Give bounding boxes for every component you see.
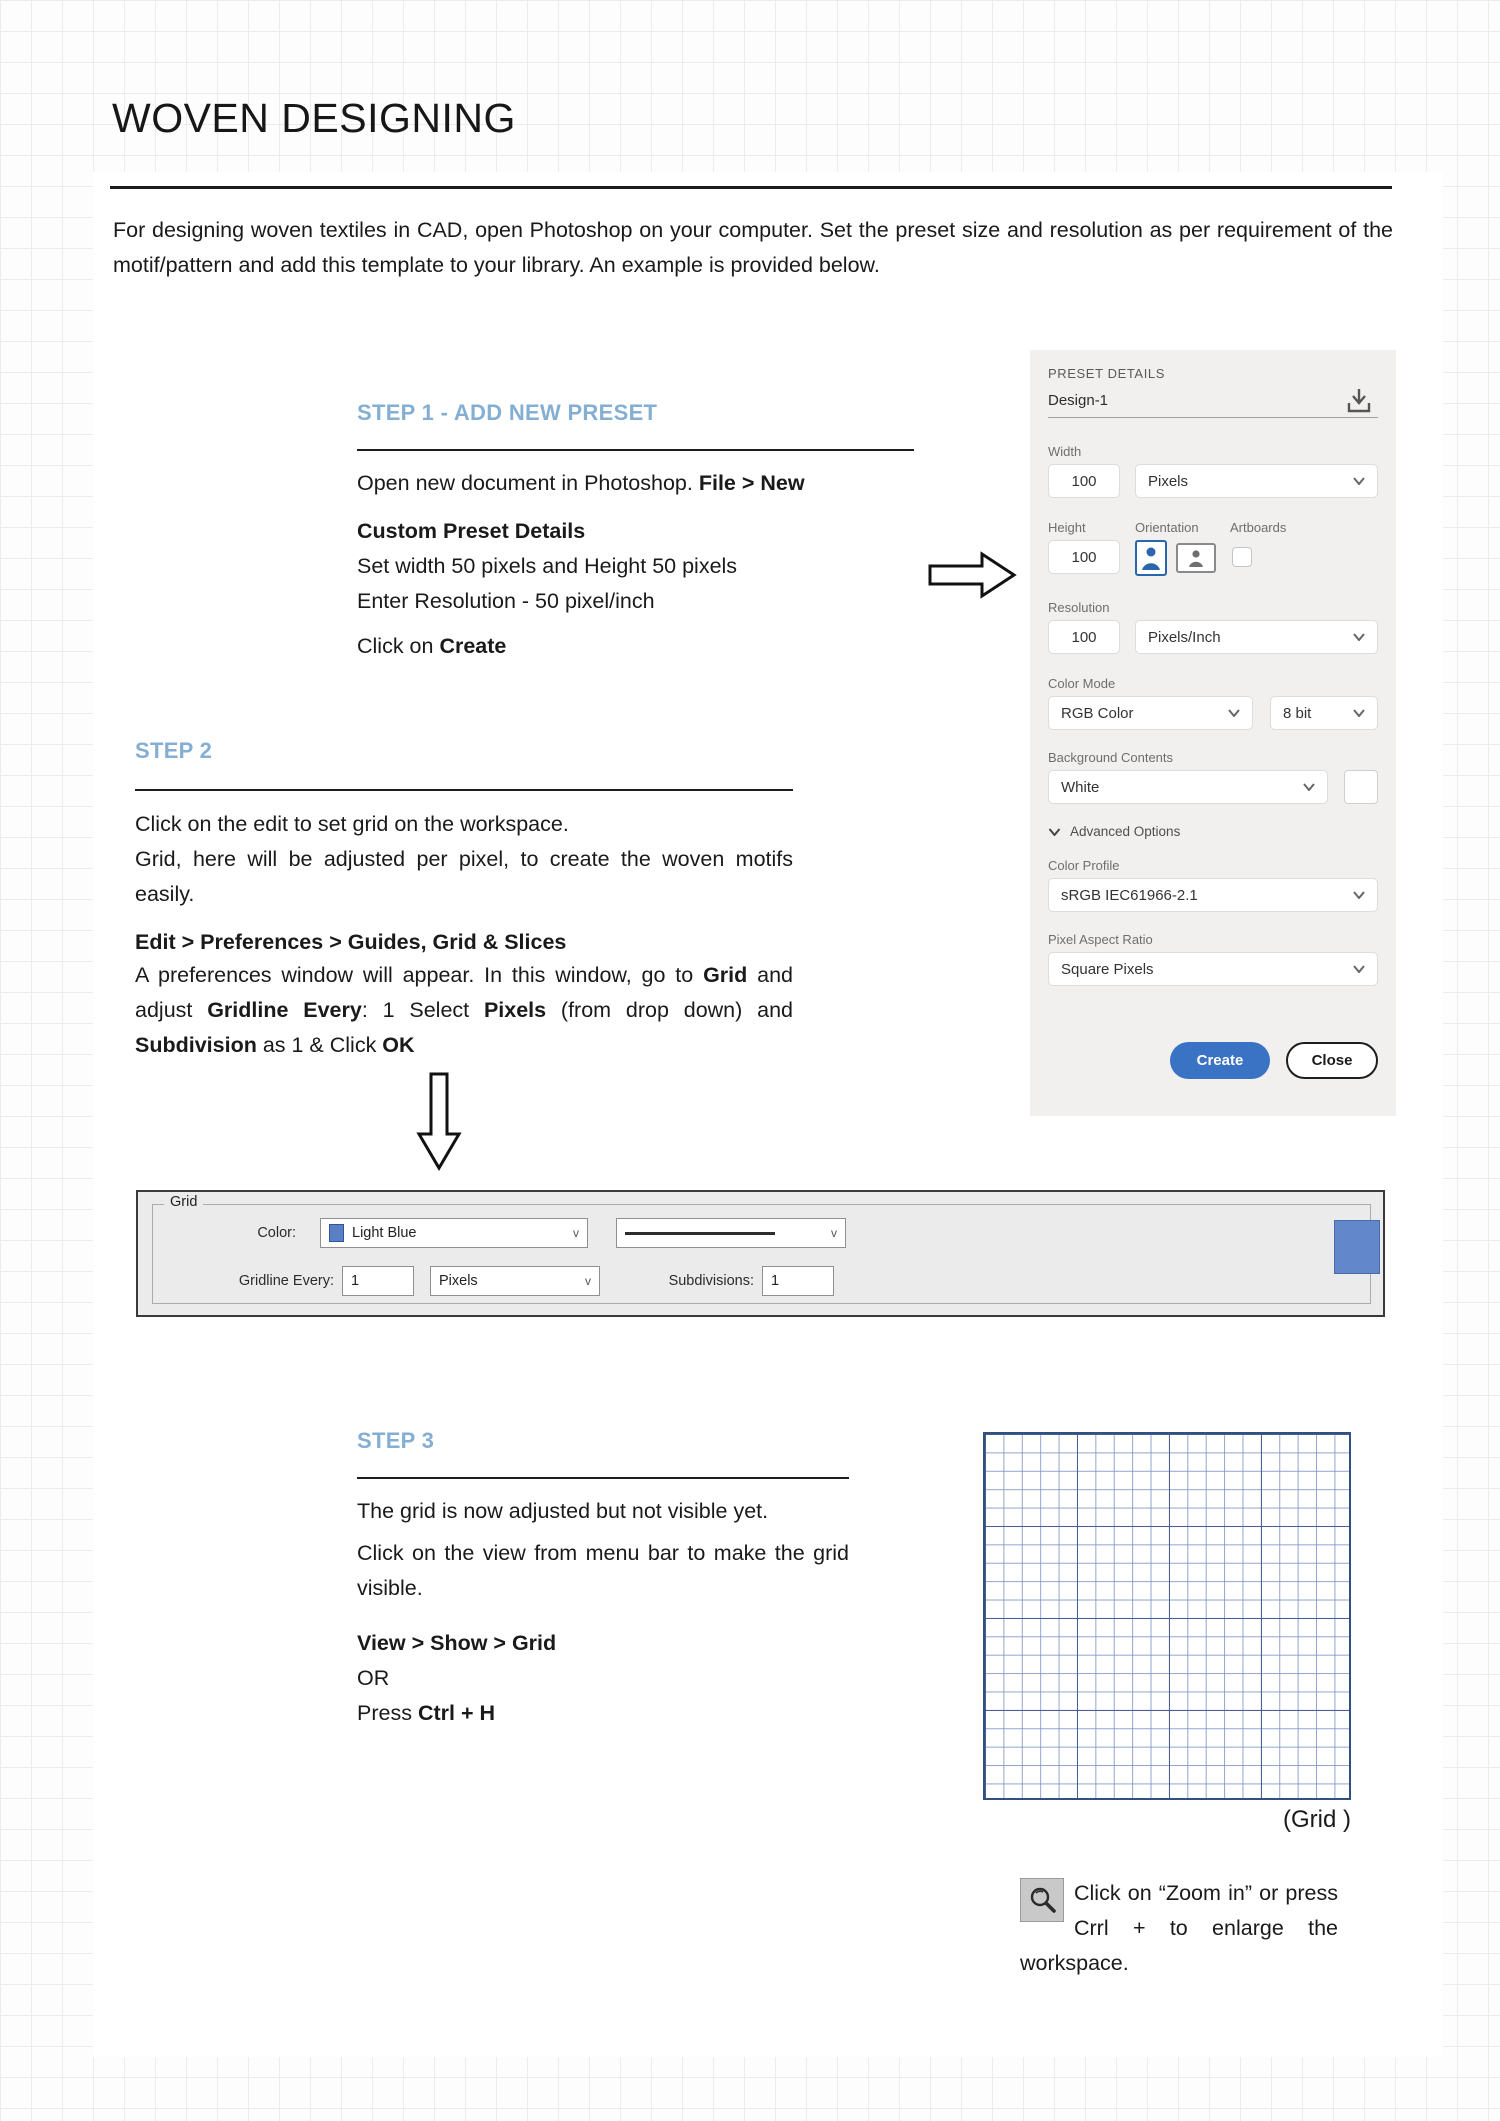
- zoom-note-text: Click on “Zoom in” or press Crrl + to enlarge the workspace.: [1020, 1881, 1338, 1975]
- step1-file-new: File > New: [698, 471, 805, 495]
- color-mode-label: Color Mode: [1048, 676, 1116, 691]
- step1-create-line: [357, 629, 506, 664]
- step1-rule: [357, 449, 914, 451]
- width-input[interactable]: [1048, 464, 1120, 498]
- chevron-down-icon: [1228, 709, 1240, 717]
- pixel-aspect-ratio-value: Square Pixels: [1061, 960, 1154, 978]
- chevron-down-icon: v: [585, 1274, 591, 1288]
- chevron-down-icon: [1048, 828, 1061, 836]
- step2-menu-path: Edit > Preferences > Guides, Grid & Slices: [135, 930, 567, 954]
- advanced-options-toggle[interactable]: [1048, 824, 1180, 839]
- step2-seg-bold: OK: [382, 1033, 415, 1057]
- grid-color-label: Color:: [257, 1225, 296, 1241]
- grid-color-preview-swatch: [1334, 1220, 1380, 1274]
- step2-seg: and adjust: [135, 963, 793, 1022]
- zoom-note: [1020, 1876, 1338, 1981]
- step2-seg: : 1 Select: [361, 998, 484, 1022]
- step2-seg-bold: Gridline Every: [207, 998, 362, 1022]
- step3-press-line: [357, 1696, 495, 1731]
- advanced-options-label: Advanced Options: [1070, 824, 1181, 839]
- step1-heading: STEP 1 - ADD NEW PRESET: [357, 400, 658, 425]
- step2-seg-bold: Pixels: [483, 998, 547, 1022]
- step2-heading: STEP 2: [135, 738, 213, 763]
- chevron-down-icon: [1353, 891, 1365, 899]
- step2-line2: Grid, here will be adjusted per pixel, to create the woven motifs easily.: [135, 847, 793, 906]
- width-label: Width: [1048, 444, 1082, 459]
- step3-menu-path: View > Show > Grid: [357, 1631, 557, 1655]
- background-color-swatch[interactable]: [1344, 770, 1378, 804]
- color-mode-value: RGB Color: [1061, 704, 1134, 722]
- resolution-unit-select[interactable]: [1135, 620, 1378, 654]
- pixel-aspect-ratio-label: Pixel Aspect Ratio: [1048, 932, 1153, 947]
- orientation-label: Orientation: [1135, 520, 1199, 535]
- preset-name-field[interactable]: Design-1: [1048, 392, 1378, 418]
- orientation-landscape-button[interactable]: [1176, 543, 1216, 573]
- subdivisions-label: Subdivisions:: [668, 1273, 754, 1289]
- intro-paragraph: For designing woven textiles in CAD, open Photoshop on your computer. Set the preset size and resolution as per requirement of the motif/pattern and add this template to your library. An example is provided below.: [113, 218, 1393, 277]
- step1-open-text: Open new document in Photoshop.: [357, 471, 699, 495]
- artboards-label: Artboards: [1230, 520, 1287, 535]
- background-contents-select[interactable]: [1048, 770, 1328, 804]
- step3-shortcut: Ctrl + H: [417, 1701, 495, 1725]
- orientation-portrait-button[interactable]: [1135, 540, 1167, 576]
- step2-line1: Click on the edit to set grid on the workspace.: [135, 812, 569, 836]
- step3-heading: STEP 3: [357, 1428, 435, 1453]
- chevron-down-icon: [1353, 633, 1365, 641]
- grid-preferences-panel: [136, 1190, 1385, 1317]
- step1-clickon-text: Click on: [357, 634, 440, 658]
- chevron-down-icon: v: [573, 1226, 579, 1240]
- gridline-unit-select[interactable]: [430, 1266, 600, 1296]
- width-unit-select[interactable]: [1135, 464, 1378, 498]
- pointer-down-arrow-icon: [415, 1072, 463, 1172]
- step3-or: OR: [357, 1666, 390, 1690]
- step3-rule: [357, 1477, 849, 1479]
- preset-details-panel: [1030, 350, 1396, 1116]
- page-title: WOVEN DESIGNING: [112, 95, 516, 141]
- step2-seg-bold: Grid: [703, 963, 748, 987]
- step2-seg: as 1 & Click: [256, 1033, 383, 1057]
- resolution-label: Resolution: [1048, 600, 1110, 615]
- grid-figure-caption: (Grid ): [1283, 1806, 1351, 1833]
- gridline-every-input[interactable]: [342, 1266, 414, 1296]
- create-button[interactable]: Create: [1170, 1042, 1270, 1079]
- grid-color-swatch: [329, 1224, 344, 1242]
- resolution-unit-value: Pixels/Inch: [1148, 628, 1221, 646]
- artboards-checkbox[interactable]: [1232, 547, 1252, 567]
- step2-seg-bold: Subdivision: [135, 1033, 257, 1057]
- step2-seg: (from drop down) and: [546, 998, 793, 1022]
- step1-open-line: [357, 466, 917, 501]
- step3-press-text: Press: [357, 1701, 418, 1725]
- portrait-person-icon: [1140, 545, 1162, 571]
- subdivisions-input[interactable]: [762, 1266, 834, 1296]
- gridline-unit-value: Pixels: [439, 1273, 478, 1289]
- step3-line1: The grid is now adjusted but not visible yet.: [357, 1499, 769, 1523]
- step1-resolution-line: Enter Resolution - 50 pixel/inch: [357, 589, 655, 613]
- pointer-right-arrow-icon: [928, 550, 1018, 600]
- grid-fieldset-legend: Grid: [164, 1194, 203, 1210]
- background-contents-value: White: [1061, 778, 1100, 796]
- width-unit-value: Pixels: [1148, 472, 1189, 490]
- chevron-down-icon: [1353, 477, 1365, 485]
- pixel-aspect-ratio-select[interactable]: [1048, 952, 1378, 986]
- chevron-down-icon: [1353, 709, 1365, 717]
- step2-rule: [135, 789, 793, 791]
- line-style-sample: [625, 1232, 775, 1235]
- step1-create-word: Create: [439, 634, 507, 658]
- close-button[interactable]: Close: [1286, 1042, 1378, 1079]
- gridline-every-label: Gridline Every:: [238, 1273, 334, 1289]
- background-contents-label: Background Contents: [1048, 750, 1174, 765]
- color-profile-select[interactable]: [1048, 878, 1378, 912]
- height-input[interactable]: [1048, 540, 1120, 574]
- magnifier-icon: [1027, 1885, 1057, 1915]
- resolution-input[interactable]: [1048, 620, 1120, 654]
- step2-paragraph: [135, 958, 793, 1063]
- step1-custom-details: Custom Preset Details: [357, 519, 586, 543]
- zoom-tool-button[interactable]: [1020, 1878, 1064, 1922]
- color-mode-select[interactable]: [1048, 696, 1253, 730]
- grid-color-value: Light Blue: [352, 1225, 417, 1241]
- bit-depth-value: 8 bit: [1283, 704, 1312, 722]
- save-preset-icon[interactable]: [1344, 386, 1374, 416]
- chevron-down-icon: [1353, 965, 1365, 973]
- grid-color-select[interactable]: [320, 1218, 588, 1248]
- height-label: Height: [1048, 520, 1086, 535]
- chevron-down-icon: [1303, 783, 1315, 791]
- grid-figure: [983, 1432, 1351, 1800]
- color-profile-value: sRGB IEC61966-2.1: [1061, 886, 1198, 904]
- preset-panel-header: PRESET DETAILS: [1048, 366, 1166, 381]
- landscape-person-icon: [1187, 548, 1205, 568]
- step3-line2: Click on the view from menu bar to make the grid visible.: [357, 1541, 849, 1600]
- step2-seg: A preferences window will appear. In this window, go to: [135, 963, 704, 987]
- step1-size-line: Set width 50 pixels and Height 50 pixels: [357, 554, 738, 578]
- color-profile-label: Color Profile: [1048, 858, 1120, 873]
- chevron-down-icon: v: [831, 1226, 837, 1240]
- grid-line-style-select[interactable]: [616, 1218, 846, 1248]
- bit-depth-select[interactable]: [1270, 696, 1378, 730]
- title-rule: [110, 186, 1392, 189]
